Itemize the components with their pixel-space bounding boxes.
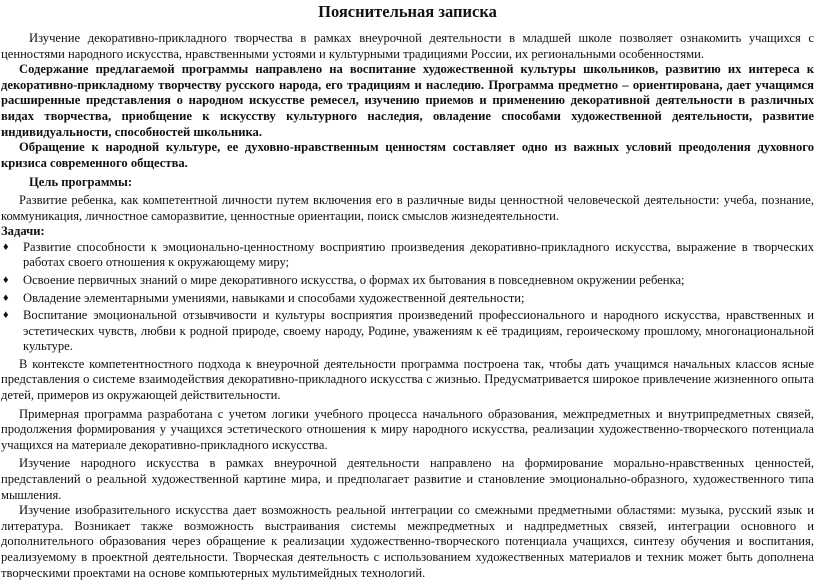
goal-heading: Цель программы:	[29, 175, 133, 190]
diamond-bullet-icon: ♦	[3, 240, 9, 253]
heritage-paragraph: Обращение к народной культуре, ее духовно-нравственным ценностям составляет одно из важных условий преодоления духовного кризиса современного общества.	[1, 140, 814, 170]
list-item	[3, 239, 814, 271]
list-item	[3, 308, 814, 355]
integration-paragraph: Изучение изобразительного искусства дает возможность реальной интеграции со смежными предметными областями: музыка, русский язык и литература. Возникает также возможность выстраивания системы межпредметных и надпредметных связей, интеграции основного и дополнительного образования через обращение к реализации художественно-творческого потенциала учащихся, синтезу обучения и воспитания, реализуемому в проектной деятельности. Творческая деятельность с использованием художественных материалов и техник может быть дополнена творческими проектами на основе компьютерных мультимейдных технологий.	[1, 503, 814, 580]
competence-paragraph: В контексте компетентностного подхода к внеурочной деятельности программа построена так, чтобы дать учащимся начальных классов ясные представления о системе взаимодействия декоративно-прикладного искусства с жизнью. Предусматривается широкое привлечение жизненного опыта детей, примеров из окружающей действительности.	[1, 356, 814, 403]
list-item	[3, 290, 814, 307]
task-text: Овладение элементарными умениями, навыками и способами художественной деятельности;	[23, 290, 525, 305]
sample-program-paragraph: Примерная программа разработана с учетом логики учебного процесса начального образования, межпредметных и внутрипредметных связей, продолжения формирования у учащихся эстетического отношения к миру народного искусства, реализации художественно-творческого потенциала учащихся на материале декоративно-прикладного искусства.	[1, 406, 814, 452]
task-text: Освоение первичных знаний о мире декоративного искусства, о формах их бытования в повседневном окружении ребенка;	[23, 272, 685, 287]
document-title: Пояснительная записка	[318, 2, 497, 21]
intro-paragraph: Изучение декоративно-прикладного творчества в рамках внеурочной деятельности в младшей школе позволяет ознакомить учащихся с ценностями народного искусства, нравственными устоями и культурными традициями России, их региональными особенностями.	[1, 31, 814, 61]
task-text: Развитие способности к эмоционально-ценностному восприятию произведения декоративно-прикладного искусства, выражение в творческих работах своего отношения к окружающему миру;	[23, 239, 814, 270]
diamond-bullet-icon: ♦	[3, 273, 9, 286]
diamond-bullet-icon: ♦	[3, 309, 9, 322]
tasks-heading: Задачи:	[1, 224, 45, 239]
task-text: Воспитание эмоциональной отзывчивости и культуры восприятия произведений профессионального и народного искусства, нравственных и эстетических чувств, любви к родной природе, своему народу, Родине, уважениям к её традициям, героическому прошлому, многонациональной культуре.	[23, 308, 814, 354]
goal-paragraph: Развитие ребенка, как компетентной личности путем включения его в различные виды ценностной человеческой деятельности: учеба, познание, коммуникация, личностное саморазвитие, ценностные ориентации, поиск смыслов жизнедеятельности.	[1, 192, 814, 223]
diamond-bullet-icon: ♦	[3, 291, 9, 304]
content-paragraph: Содержание предлагаемой программы направлено на воспитание художественной культуры школьников, развитию их интереса к декоративно-прикладному творчеству русского народа, его традициям и наследию. Программа предметно – ориентирована, дает учащимся расширенные представления о народном искусстве ремесел, изучению приемов и применению декоративной деятельности в различных видах творчества, приобщение к искусству культурного наследия, овладение способами художественной деятельности, развитие индивидуальности, способностей школьника.	[1, 62, 814, 139]
tasks-list	[1, 240, 814, 355]
folk-art-paragraph: Изучение народного искусства в рамках внеурочной деятельности направлено на формирование морально-нравственных ценностей, представлений о реальной художественной картине мира, и предполагает развитие и становление эмоционально-образного, художественного типа мышления.	[1, 456, 814, 502]
list-item	[3, 272, 814, 289]
